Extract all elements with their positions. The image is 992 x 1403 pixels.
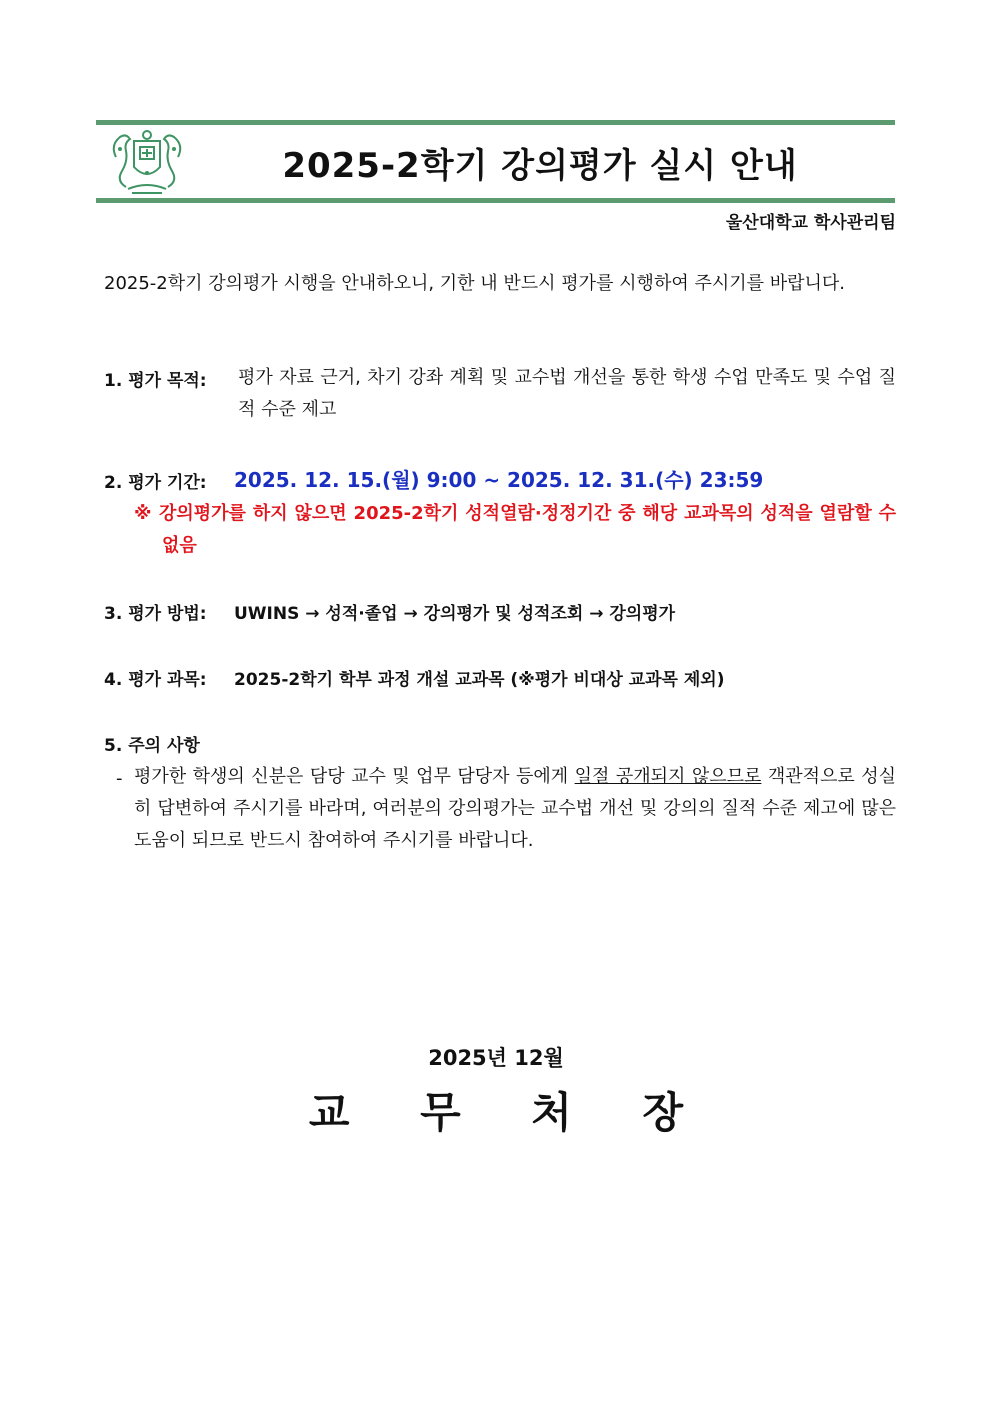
page-title: 2025-2학기 강의평가 실시 안내 (282, 146, 798, 186)
notes-text-after: 객관적으로 성실히 답변하여 주시기를 바라며, 여러분의 강의평가는 교수법 개선 및 강의의 질적 수준 제고에 많은 도움이 되므로 반드시 참여하여 주시기를 바랍니다. (134, 766, 896, 851)
section-subjects-label: 4. 평가 과목: (104, 670, 207, 690)
intro-paragraph: 2025-2학기 강의평가 시행을 안내하오니, 기한 내 반드시 평가를 시행하여 주시기를 바랍니다. (104, 273, 845, 294)
period-warning: ※ 강의평가를 하지 않으면 2025-2학기 성적열람·정정기간 중 해당 교과목의 성적을 열람할 수 없음 (134, 503, 896, 556)
notes-bullet: - (116, 768, 123, 789)
section-method-label: 3. 평가 방법: (104, 604, 207, 624)
section-subjects-text: 2025-2학기 학부 과정 개설 교과목 (※평가 비대상 교과목 제외) (234, 670, 725, 690)
notes-text-underlined: 일절 공개되지 않으므로 (574, 766, 762, 787)
issuing-office: 교 무 처 장 (308, 1088, 712, 1137)
section-purpose-text: 평가 자료 근거, 차기 강좌 계획 및 교수법 개선을 통한 학생 수업 만족도 및 수업 질적 수준 제고 (238, 367, 896, 420)
header-top-rule (96, 120, 895, 125)
issue-date: 2025년 12월 (428, 1046, 564, 1070)
section-method-text: UWINS → 성적·졸업 → 강의평가 및 성적조회 → 강의평가 (234, 604, 676, 624)
section-purpose-label: 1. 평가 목적: (104, 371, 207, 391)
section-notes-label: 5. 주의 사항 (104, 736, 200, 756)
evaluation-period: 2025. 12. 15.(월) 9:00 ~ 2025. 12. 31.(수) 23:59 (234, 468, 764, 492)
university-emblem-icon (106, 127, 188, 195)
header-bottom-rule (96, 198, 895, 203)
notes-paragraph (134, 761, 896, 857)
section-period-label: 2. 평가 기간: (104, 473, 207, 493)
issuing-department: 울산대학교 학사관리팀 (725, 213, 896, 233)
notes-text-before: 평가한 학생의 신분은 담당 교수 및 업무 담당자 등에게 (134, 766, 575, 787)
